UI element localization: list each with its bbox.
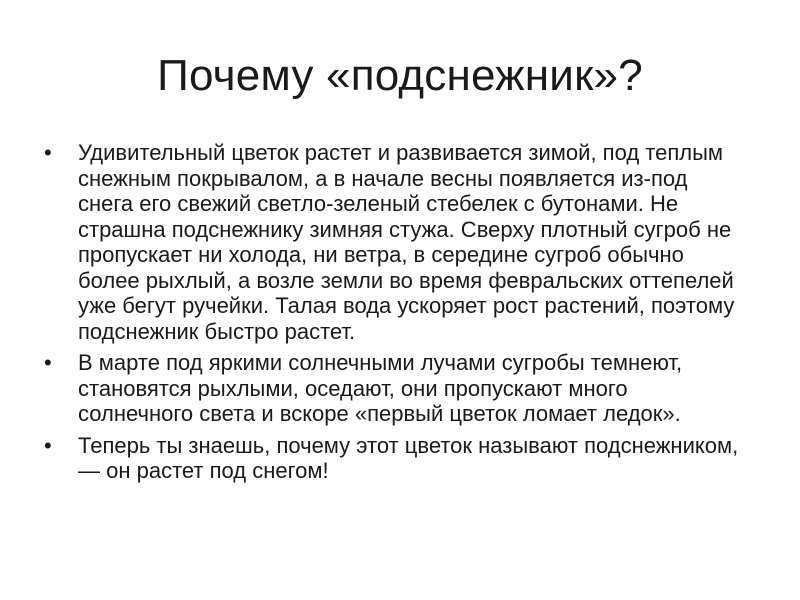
- bullet-list: [44, 140, 744, 490]
- bullet-dot-icon: •: [44, 140, 52, 165]
- bullet-dot-icon: •: [44, 350, 52, 375]
- slide-title: Почему «подснежник»?: [157, 51, 643, 100]
- bullet-dot-icon: •: [44, 432, 52, 458]
- bullet-text-2: В марте под яркими солнечными лучами сугробы темнеют, становятся рыхлыми, оседают, они пропускают много солнечного света и вскоре «первый цветок ломает ледок».: [78, 350, 683, 426]
- bullet-item-1: [44, 140, 744, 344]
- bullet-text-1: Удивительный цветок растет и развивается зимой, под теплым снежным покрывалом, а в начале весны появляется из-под снега его свежий светло-зеленый стебелек с бутонами. Не страшна подснежнику зимняя стужа. Сверху плотный сугроб не пропускает ни холода, ни ветра, в середине сугроб обычно более рыхлый, а возле земли во время февральских оттепелей уже бегут ручейки. Талая вода ускоряет рост растений, поэтому подснежник быстро растет.: [78, 140, 735, 344]
- bullet-item-2: [44, 350, 744, 427]
- bullet-item-3: [44, 433, 744, 484]
- bullet-text-3: Теперь ты знаешь, почему этот цветок называют подснежником, — он растет под снегом!: [78, 432, 739, 483]
